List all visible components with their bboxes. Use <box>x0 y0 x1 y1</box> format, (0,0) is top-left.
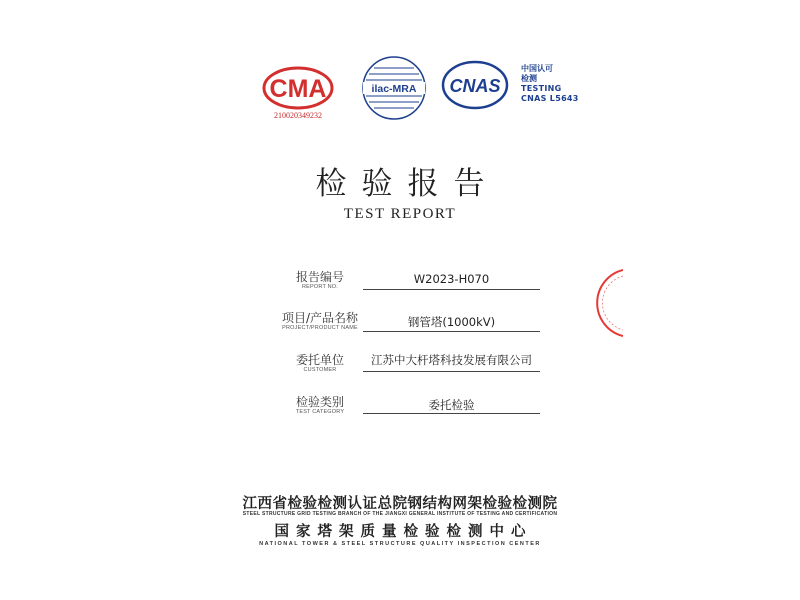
report-title-en: TEST REPORT <box>343 206 457 222</box>
cnas-logo <box>441 59 509 111</box>
product-name-label-en: PROJECT/PRODUCT NAME <box>282 325 358 331</box>
test-category-label-en: TEST CATEGORY <box>295 409 345 415</box>
report-no-label-en: REPORT NO. <box>301 284 339 290</box>
cnas-accreditation-text <box>521 64 579 104</box>
footer-center-cn: 国家塔架质量检验检测中心 <box>274 524 533 540</box>
seal-stamp-fragment <box>593 268 623 338</box>
product-name-value: 钢管塔(1000kV) <box>407 315 496 329</box>
test-category-underline <box>363 413 540 414</box>
footer-center-en: NATIONAL TOWER & STEEL STRUCTURE QUALITY INSPECTION CENTER <box>259 541 541 547</box>
ilac-mra-logo <box>360 54 428 122</box>
ilac-logo-text: ilac-MRA <box>371 83 417 95</box>
product-name-label: 项目/产品名称 <box>281 311 359 325</box>
report-no-label: 报告编号 <box>295 270 344 284</box>
cnas-cn-line1: 中国认可 <box>521 64 553 73</box>
cnas-cn-line2: 检测 <box>521 74 537 83</box>
test-category-label: 检验类别 <box>295 395 344 409</box>
customer-underline <box>363 371 540 372</box>
customer-label: 委托单位 <box>295 353 344 367</box>
report-title-cn: 检验报告 <box>315 166 500 202</box>
test-category-value: 委托检验 <box>428 398 475 412</box>
cma-certificate-number: 210020349232 <box>274 111 322 120</box>
product-name-underline <box>363 331 540 332</box>
report-no-underline <box>363 289 540 290</box>
footer-organization-cn: 江西省检验检测认证总院钢结构网架检验检测院 <box>242 496 558 512</box>
footer-organization-en: STEEL STRUCTURE GRID TESTING BRANCH OF THE JIANGXI GENERAL INSTITUTE OF TESTING AND CERTIFICATION <box>242 511 558 517</box>
customer-value: 江苏中大杆塔科技发展有限公司 <box>371 353 532 367</box>
customer-label-en: CUSTOMER <box>303 367 337 373</box>
cnas-logo-text: CNAS <box>449 76 501 96</box>
cnas-en-line2: CNAS L5643 <box>521 94 579 103</box>
cnas-en-line1: TESTING <box>521 84 562 93</box>
cma-logo <box>262 66 334 110</box>
report-no-value: W2023-H070 <box>413 272 490 286</box>
cma-logo-text: CMA <box>269 75 327 103</box>
